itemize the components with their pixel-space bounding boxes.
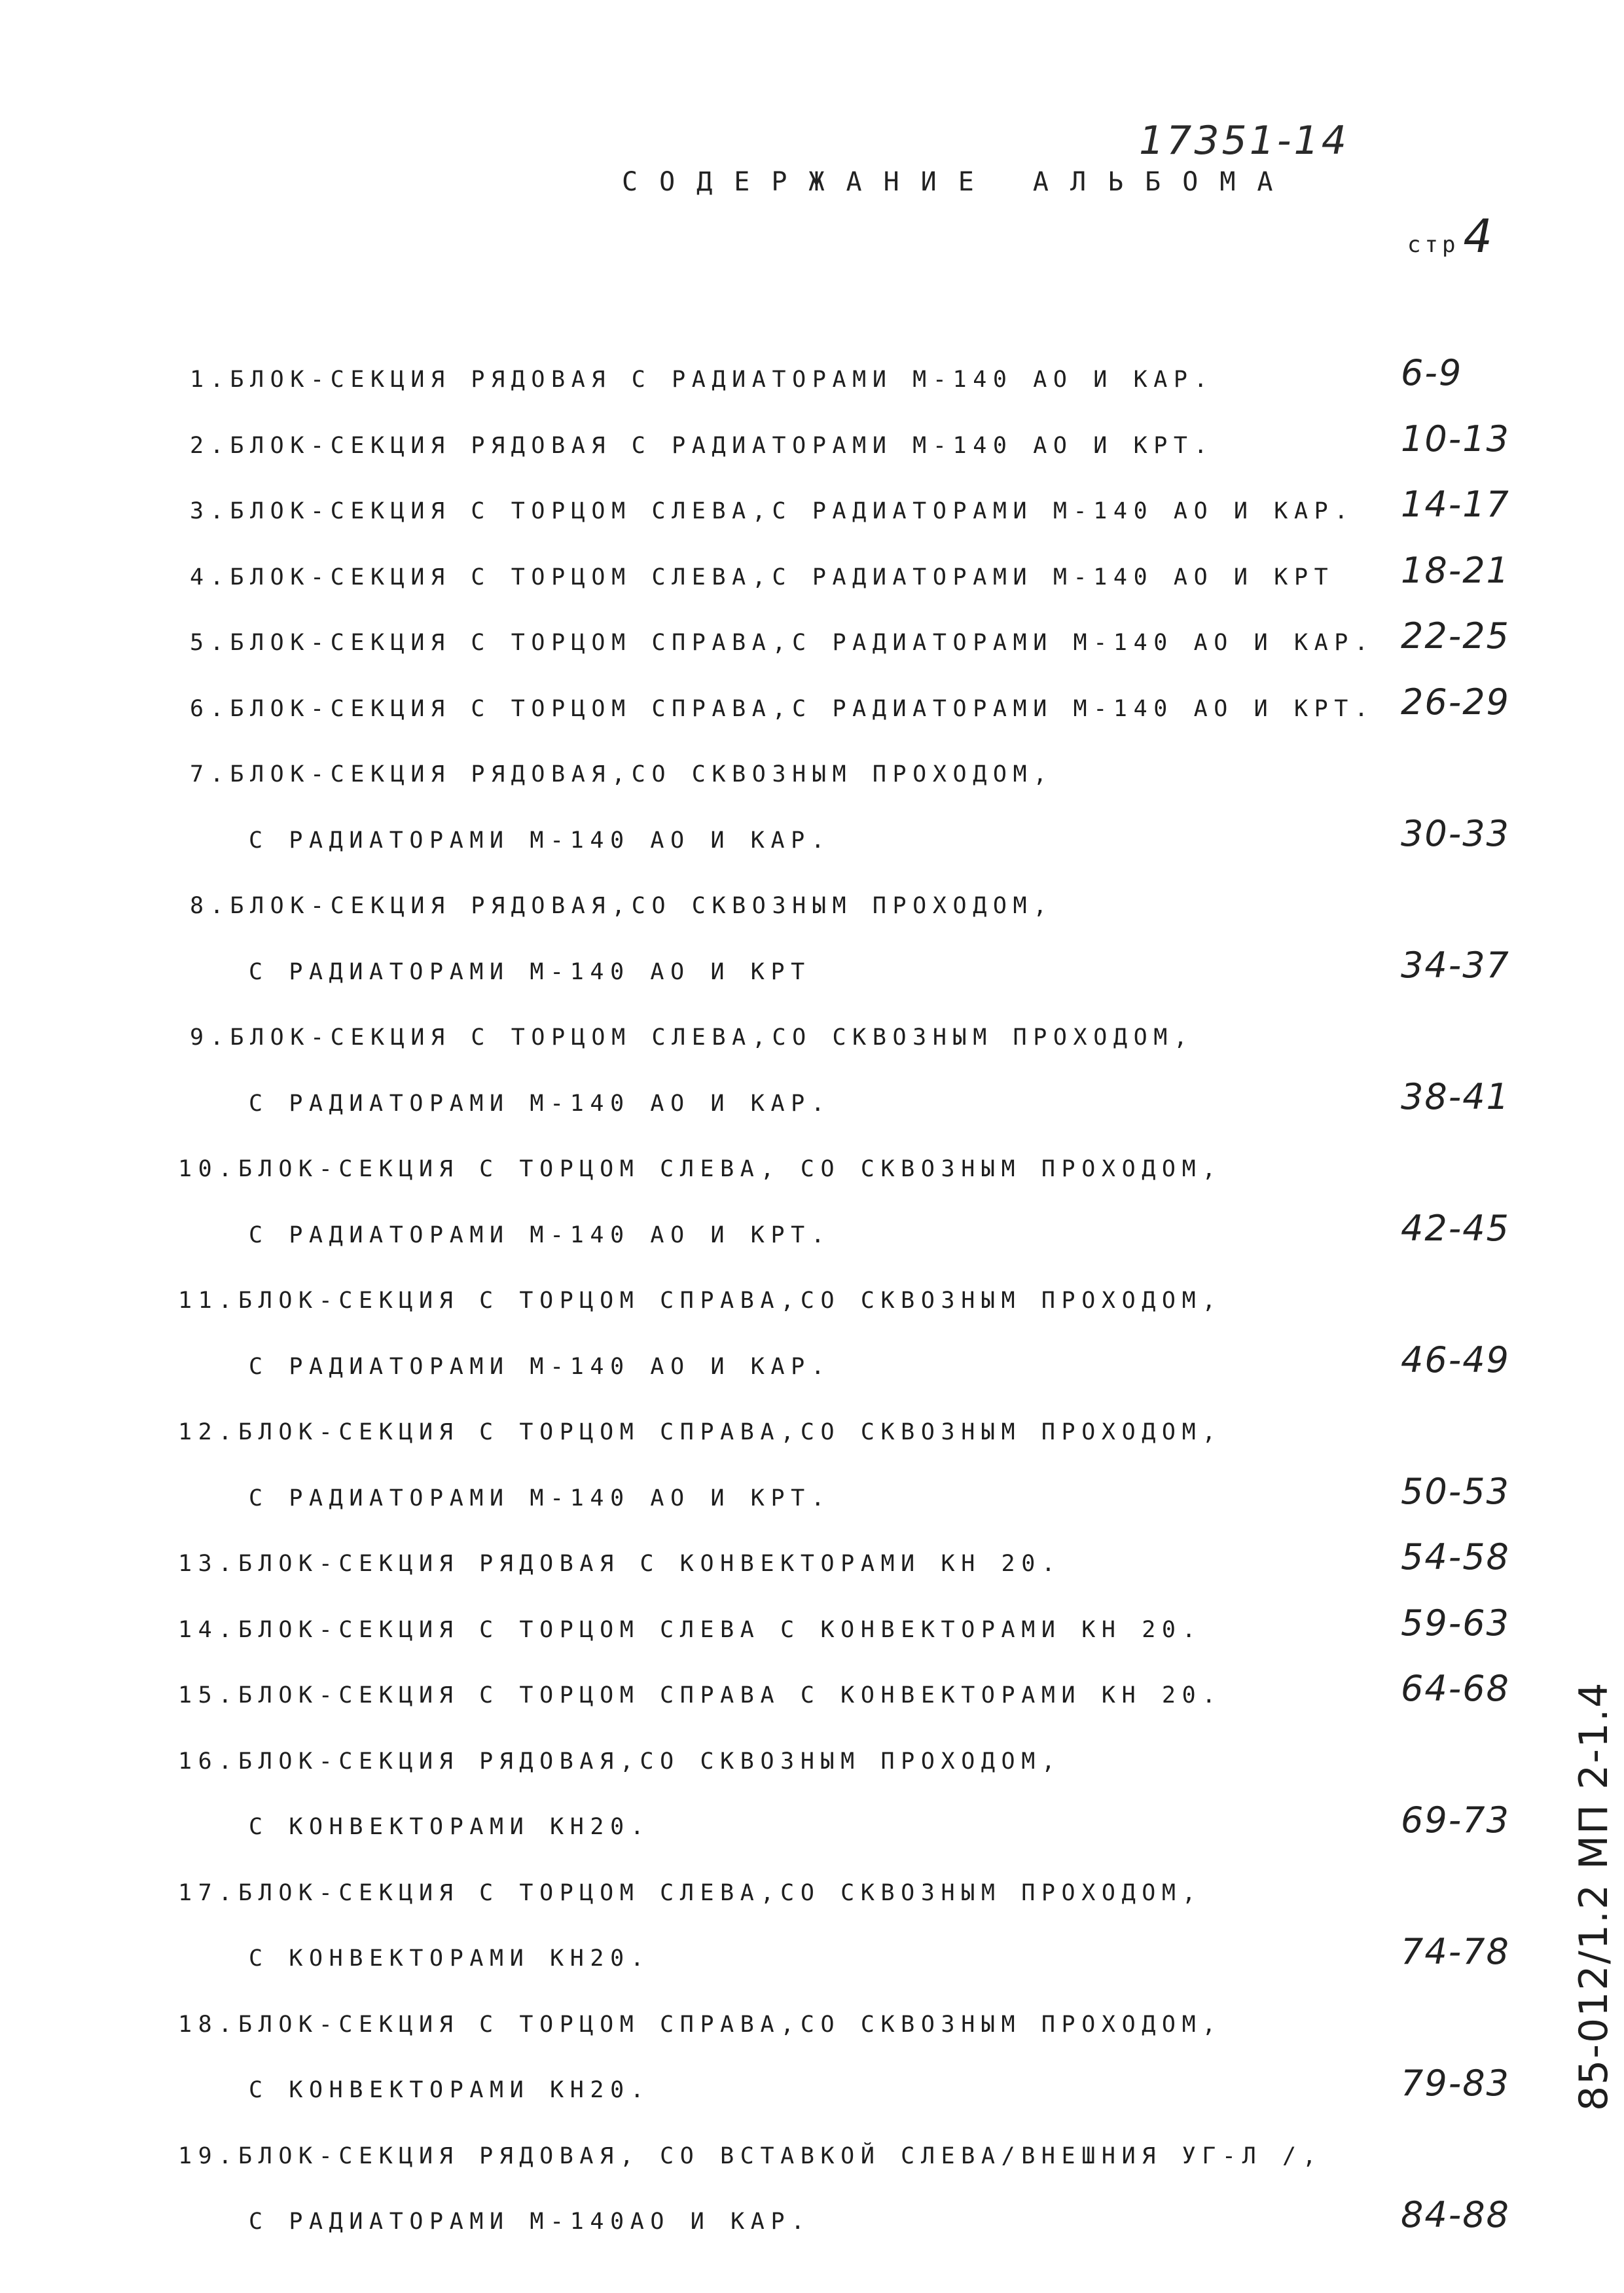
page-title: СОДЕРЖАНИЕ АЛЬБОМА bbox=[622, 167, 1295, 197]
toc-entry-title: 19.БЛОК-СЕКЦИЯ РЯДОВАЯ, СО ВСТАВКОЙ СЛЕВА/ВНЕШНИЯ УГ-Л /, bbox=[178, 2142, 1323, 2169]
toc-entry-title: 5.БЛОК-СЕКЦИЯ С ТОРЦОМ СПРАВА,С РАДИАТОРАМИ М-140 АО И КАР. bbox=[190, 630, 1375, 656]
page-number: 4 bbox=[1463, 209, 1492, 263]
side-document-code: 85-012/1.2 МП 2-1.4 bbox=[1571, 1681, 1617, 2111]
toc-entry-pages: 69-73 bbox=[1401, 1799, 1510, 1841]
toc-entry-title: 15.БЛОК-СЕКЦИЯ С ТОРЦОМ СПРАВА С КОНВЕКТОРАМИ КН 20. bbox=[178, 1682, 1222, 1708]
toc-entry-title: 16.БЛОК-СЕКЦИЯ РЯДОВАЯ,СО СКВОЗНЫМ ПРОХОДОМ, bbox=[178, 1748, 1062, 1775]
toc-entry-pages: 30-33 bbox=[1401, 812, 1510, 854]
toc-entry-pages: 54-58 bbox=[1401, 1536, 1510, 1578]
toc-entry-title: 17.БЛОК-СЕКЦИЯ С ТОРЦОМ СЛЕВА,СО СКВОЗНЫМ ПРОХОДОМ, bbox=[178, 1879, 1202, 1906]
toc-entry-title: 13.БЛОК-СЕКЦИЯ РЯДОВАЯ С КОНВЕКТОРАМИ КН 20. bbox=[178, 1551, 1062, 1577]
toc-entry-pages: 50-53 bbox=[1401, 1470, 1510, 1512]
toc-entry-title: 11.БЛОК-СЕКЦИЯ С ТОРЦОМ СПРАВА,СО СКВОЗНЫМ ПРОХОДОМ, bbox=[178, 1288, 1222, 1314]
document-number: 17351-14 bbox=[1139, 118, 1349, 164]
toc-entry-pages: 59-63 bbox=[1401, 1602, 1510, 1644]
toc-entry-continuation: С РАДИАТОРАМИ М-140АО И КАР. bbox=[249, 2209, 811, 2235]
toc-entry-title: 4.БЛОК-СЕКЦИЯ С ТОРЦОМ СЛЕВА,С РАДИАТОРАМИ М-140 АО И КРТ bbox=[190, 564, 1335, 590]
toc-entry-continuation: С КОНВЕКТОРАМИ КН20. bbox=[249, 2077, 651, 2103]
toc-entry-title: 8.БЛОК-СЕКЦИЯ РЯДОВАЯ,СО СКВОЗНЫМ ПРОХОДОМ, bbox=[190, 893, 1053, 919]
toc-entry-title: 7.БЛОК-СЕКЦИЯ РЯДОВАЯ,СО СКВОЗНЫМ ПРОХОДОМ, bbox=[190, 761, 1053, 787]
toc-entry-title: 2.БЛОК-СЕКЦИЯ РЯДОВАЯ С РАДИАТОРАМИ М-140 АО И КРТ. bbox=[190, 432, 1214, 459]
toc-entry-title: 3.БЛОК-СЕКЦИЯ С ТОРЦОМ СЛЕВА,С РАДИАТОРАМИ М-140 АО И КАР. bbox=[190, 498, 1354, 524]
toc-entry-title: 6.БЛОК-СЕКЦИЯ С ТОРЦОМ СПРАВА,С РАДИАТОРАМИ М-140 АО И КРТ. bbox=[190, 695, 1375, 722]
toc-entry-continuation: С РАДИАТОРАМИ М-140 АО И КАР. bbox=[249, 1090, 831, 1117]
page-word: стр bbox=[1407, 232, 1460, 258]
toc-entry-pages: 46-49 bbox=[1401, 1339, 1510, 1381]
toc-entry-pages: 34-37 bbox=[1401, 944, 1510, 986]
toc-entry-title: 10.БЛОК-СЕКЦИЯ С ТОРЦОМ СЛЕВА, СО СКВОЗНЫМ ПРОХОДОМ, bbox=[178, 1156, 1222, 1182]
toc-entry-pages: 42-45 bbox=[1401, 1207, 1510, 1249]
toc-entry-title: 12.БЛОК-СЕКЦИЯ С ТОРЦОМ СПРАВА,СО СКВОЗНЫМ ПРОХОДОМ, bbox=[178, 1419, 1222, 1445]
toc-entry-title: 9.БЛОК-СЕКЦИЯ С ТОРЦОМ СЛЕВА,СО СКВОЗНЫМ ПРОХОДОМ, bbox=[190, 1024, 1194, 1051]
toc-entry-continuation: С РАДИАТОРАМИ М-140 АО И КРТ bbox=[249, 958, 811, 985]
toc-entry-continuation: С КОНВЕКТОРАМИ КН20. bbox=[249, 1814, 651, 1840]
toc-entry-pages: 74-78 bbox=[1401, 1931, 1510, 1972]
toc-entry-pages: 14-17 bbox=[1401, 484, 1510, 525]
toc-entry-title: 1.БЛОК-СЕКЦИЯ РЯДОВАЯ С РАДИАТОРАМИ М-140 АО И КАР. bbox=[190, 367, 1214, 393]
toc-entry-continuation: С РАДИАТОРАМИ М-140 АО И КАР. bbox=[249, 827, 831, 854]
toc-entry-continuation: С КОНВЕКТОРАМИ КН20. bbox=[249, 1945, 651, 1972]
toc-entry-title: 14.БЛОК-СЕКЦИЯ С ТОРЦОМ СЛЕВА С КОНВЕКТОРАМИ КН 20. bbox=[178, 1616, 1202, 1643]
toc-entry-pages: 26-29 bbox=[1401, 681, 1510, 723]
toc-entry-pages: 84-88 bbox=[1401, 2194, 1510, 2235]
toc-entry-pages: 18-21 bbox=[1401, 549, 1510, 591]
toc-entry-continuation: С РАДИАТОРАМИ М-140 АО И КРТ. bbox=[249, 1221, 831, 1248]
toc-entry-pages: 22-25 bbox=[1401, 615, 1510, 657]
toc-entry-continuation: С РАДИАТОРАМИ М-140 АО И КРТ. bbox=[249, 1485, 831, 1511]
toc-entry-pages: 64-68 bbox=[1401, 1668, 1510, 1709]
toc-entry-pages: 79-83 bbox=[1401, 2063, 1510, 2104]
toc-entry-pages: 10-13 bbox=[1401, 418, 1510, 460]
toc-entry-title: 18.БЛОК-СЕКЦИЯ С ТОРЦОМ СПРАВА,СО СКВОЗНЫМ ПРОХОДОМ, bbox=[178, 2011, 1222, 2038]
toc-entry-pages: 38-41 bbox=[1401, 1075, 1510, 1117]
toc-entry-continuation: С РАДИАТОРАМИ М-140 АО И КАР. bbox=[249, 1353, 831, 1380]
toc-entry-pages: 6-9 bbox=[1401, 352, 1463, 393]
